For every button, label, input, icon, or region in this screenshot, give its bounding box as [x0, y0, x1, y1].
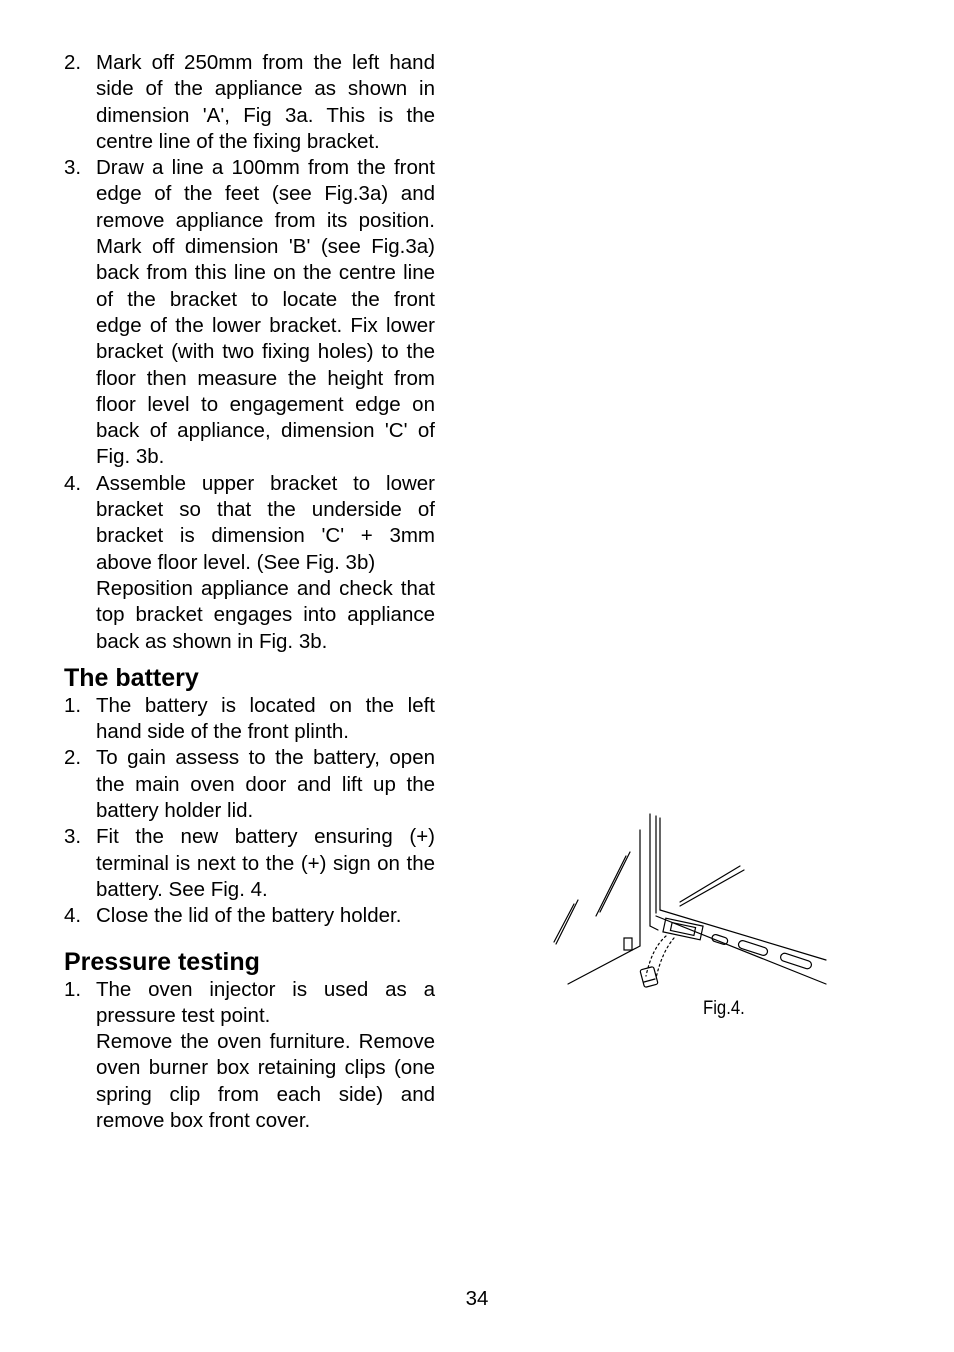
list-item [64, 824, 435, 903]
step-text: Draw a line a 100mm from the front edge of the feet (see Fig.3a) and remove appliance from its position. Mark off dimension 'B' (see Fig.3a) back from this line on the centre line of the bracket to locate the front edge of the lower bracket. Fix lower bracket (with two fixing holes) to the floor then measure the height from floor level to engagement edge on back of appliance, dimension 'C' of Fig. 3b. [96, 156, 435, 469]
battery-holder-illustration [548, 808, 838, 998]
step-number: 2. [64, 51, 82, 74]
step-text-continued: Reposition appliance and check that top bracket engages into appliance back as shown in Fig. 3b. [96, 576, 435, 653]
step-text: The battery is located on the left hand side of the front plinth. [96, 693, 435, 744]
battery-heading: The battery [64, 663, 199, 692]
step-number: 3. [64, 825, 82, 849]
step-text: The oven injector is used as a pressure test point. [96, 977, 435, 1027]
step-text: To gain assess to the battery, open the main oven door and lift up the battery holder lid. [96, 746, 435, 823]
step-number: 1. [64, 693, 82, 717]
list-item [64, 155, 435, 471]
step-text: Close the lid of the battery holder. [96, 904, 402, 928]
figure-caption: Fig.4. [703, 998, 745, 1019]
pressure-steps-list [64, 977, 435, 1135]
step-number: 4. [64, 471, 82, 495]
step-number: 1. [64, 977, 82, 1001]
battery-steps-list [64, 693, 435, 930]
step-number: 2. [64, 746, 82, 770]
list-item [64, 693, 435, 746]
step-text: Fit the new battery ensuring (+) terminal is next to the (+) sign on the battery. See Fig. 4. [96, 825, 435, 901]
step-text: Assemble upper bracket to lower bracket so that the underside of bracket is dimension 'C' + 3mm above floor level. (See Fig. 3b) [96, 471, 435, 574]
list-item [64, 903, 435, 929]
list-item [64, 977, 435, 1135]
page-number: 34 [465, 1287, 489, 1310]
step-text: Mark off 250mm from the left hand side of the appliance as shown in dimension 'A', Fig 3a. This is the centre line of the fixing bracket. [96, 51, 435, 153]
step-text-continued: Remove the oven furniture. Remove oven burner box retaining clips (one spring clip from each side) and remove box front cover. [96, 1030, 435, 1132]
list-item [64, 745, 435, 824]
installation-steps-list [64, 50, 435, 655]
main-text-column [64, 50, 435, 1134]
list-item [64, 471, 435, 655]
pressure-testing-heading: Pressure testing [64, 947, 260, 976]
step-number: 4. [64, 904, 82, 928]
list-item [64, 50, 435, 155]
step-number: 3. [64, 156, 82, 180]
